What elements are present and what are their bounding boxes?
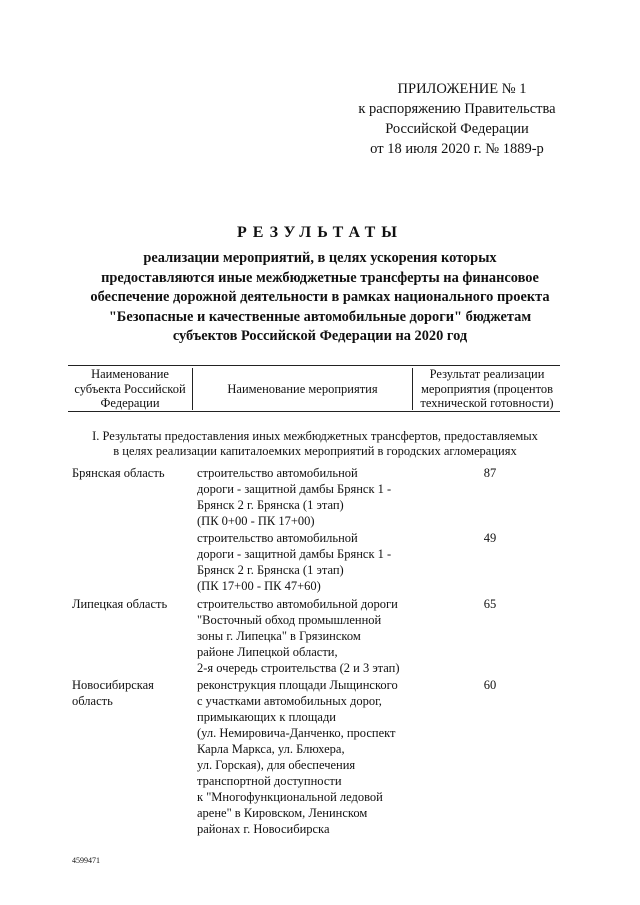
row-activity-line: с участками автомобильных дорог, bbox=[197, 694, 382, 708]
row-activity-line: Брянск 2 г. Брянска (1 этап) bbox=[197, 498, 344, 512]
row-value: 65 bbox=[483, 597, 497, 611]
row-activity-line: "Восточный обход промышленной bbox=[197, 613, 382, 627]
row-activity bbox=[197, 677, 417, 837]
row-activity-line: примыкающих к площади bbox=[197, 710, 336, 724]
row-value: 49 bbox=[483, 531, 497, 545]
row-activity-line: (ПК 0+00 - ПК 17+00) bbox=[197, 514, 315, 528]
row-activity-line: дороги - защитной дамбы Брянск 1 - bbox=[197, 482, 392, 496]
section-heading-line: в целях реализации капиталоемких мероприятий в городских агломерациях bbox=[113, 444, 517, 458]
header-result bbox=[413, 367, 561, 411]
row-activity bbox=[197, 530, 417, 594]
row-activity-line: зоны г. Липецка" в Грязинском bbox=[197, 629, 361, 643]
header-result-line: мероприятия (процентов bbox=[420, 381, 554, 396]
row-subject-line: Липецкая область bbox=[72, 597, 168, 611]
subtitle-line: субъектов Российской Федерации на 2020 год bbox=[172, 328, 468, 344]
section-heading-line: I. Результаты предоставления иных межбюджетных трансфертов, предоставляемых bbox=[92, 429, 538, 443]
row-activity-line: Брянск 2 г. Брянска (1 этап) bbox=[197, 563, 344, 577]
row-activity-line: 2-я очередь строительства (2 и 3 этап) bbox=[197, 661, 400, 675]
subtitle-line: "Безопасные и качественные автомобильные дороги" бюджетам bbox=[108, 308, 532, 325]
header-subject-line: Наименование bbox=[91, 367, 169, 381]
row-activity bbox=[197, 596, 417, 676]
document-title: РЕЗУЛЬТАТЫ bbox=[236, 224, 404, 241]
subtitle-line: реализации мероприятий, в целях ускорения которых bbox=[143, 250, 497, 266]
annex-ref-line: Российской Федерации bbox=[385, 121, 529, 137]
header-activity-line: Наименование мероприятия bbox=[227, 382, 378, 396]
annex-date-line: от 18 июля 2020 г. № 1889-р bbox=[370, 141, 544, 157]
header-activity bbox=[193, 382, 412, 397]
row-subject-line: Брянская область bbox=[72, 466, 165, 480]
document-code: 4599471 bbox=[72, 856, 100, 865]
row-activity-line: дороги - защитной дамбы Брянск 1 - bbox=[197, 547, 392, 561]
row-subject-line: Новосибирская bbox=[72, 678, 154, 692]
row-subject bbox=[72, 677, 187, 709]
subtitle-line: обеспечение дорожной деятельности в рамках национального проекта bbox=[90, 289, 550, 305]
row-activity-line: строительство автомобильной bbox=[197, 466, 358, 480]
row-activity-line: районах г. Новосибирска bbox=[197, 822, 330, 836]
section-heading bbox=[70, 429, 560, 459]
annex-number: ПРИЛОЖЕНИЕ № 1 bbox=[397, 81, 527, 97]
header-result-line: технической готовности) bbox=[420, 396, 554, 410]
table-header-top-rule bbox=[68, 365, 560, 366]
row-activity-line: Карла Маркса, ул. Блюхера, bbox=[197, 742, 345, 756]
header-result-line: Результат реализации bbox=[429, 367, 545, 381]
row-activity-line: к "Многофункциональной ледовой bbox=[197, 790, 383, 804]
header-subject-line: субъекта Российской bbox=[74, 381, 186, 396]
annex-ref-line: к распоряжению Правительства bbox=[358, 101, 556, 117]
row-activity-line: арене" в Кировском, Ленинском bbox=[197, 806, 368, 820]
row-subject bbox=[72, 465, 187, 481]
row-activity-line: районе Липецкой области, bbox=[197, 645, 338, 659]
document-subtitle bbox=[50, 249, 590, 347]
header-subject bbox=[68, 367, 192, 411]
table-header-bottom-rule bbox=[68, 411, 560, 412]
row-activity-line: реконструкция площади Лыщинского bbox=[197, 678, 398, 692]
row-subject bbox=[72, 596, 187, 612]
header-subject-line: Федерации bbox=[100, 396, 160, 410]
row-subject-line: область bbox=[72, 694, 113, 708]
row-value: 87 bbox=[483, 466, 497, 480]
annex-block bbox=[330, 79, 584, 159]
subtitle-line: предоставляются иные межбюджетные трансферты на финансовое bbox=[101, 269, 539, 286]
row-activity-line: (ПК 17+00 - ПК 47+60) bbox=[197, 579, 321, 593]
row-activity-line: (ул. Немировича-Данченко, проспект bbox=[197, 726, 396, 740]
row-activity-line: строительство автомобильной bbox=[197, 531, 358, 545]
row-activity bbox=[197, 465, 417, 529]
row-activity-line: ул. Горская), для обеспечения bbox=[197, 758, 356, 772]
row-value: 60 bbox=[483, 678, 497, 692]
row-activity-line: транспортной доступности bbox=[197, 774, 342, 788]
row-activity-line: строительство автомобильной дороги bbox=[197, 597, 398, 611]
